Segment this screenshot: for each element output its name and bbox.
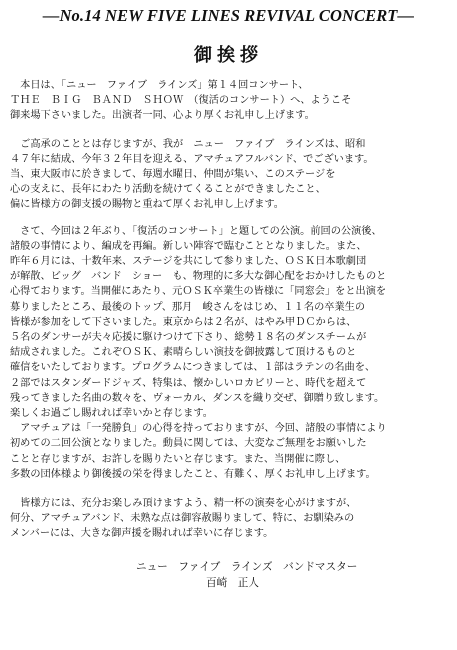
text-line: 本日は、「ニュー ファイブ ラインズ」第１４回コンサート、 <box>10 80 309 91</box>
text-line: 確信をいたしております。プログラムにつきましては、１部はラテンの名曲を、 <box>10 362 376 374</box>
text-line: メンバーには、大きな御声援を賜れれば幸いに存じます。 <box>10 528 274 540</box>
signature-role: ニュー ファイブ ラインズ バンドマスター <box>136 560 358 573</box>
text-line: 当、東大阪市に於きまして、毎週水曜日、仲間が集い、このステージを <box>10 169 336 181</box>
text-line: 心の支えに、長年にわたり活動を続けてくることができましたこと、 <box>10 184 326 196</box>
text-line: ことと存じますが、お許しを賜りたいと存じます。また、当開催に際し、 <box>10 453 346 465</box>
text-line: アマチュアは「一発勝負」の心得を持っておりますが、今回、諸般の事情により <box>10 423 387 435</box>
text-line: 皆様が参加をして下さいました。東京からは２名が、はやみ甲ＤＣからは、 <box>10 316 357 328</box>
text-line: 昨年６月には、十数年来、ステージを共にして参りました、ＯＳＫ日本歌劇団 <box>10 256 367 268</box>
text-line: 御来場下さいました。出演者一同、心より厚くお礼申し上げます。 <box>10 110 315 122</box>
greeting-body <box>10 78 447 542</box>
text-line: ４７年に結成、今年３２年目を迎える、アマチュアフルバンド、でございます。 <box>10 153 374 165</box>
text-line: 多数の団体様より御後援の栄を得ましたこと、有難く、厚くお礼申し上げます。 <box>10 468 376 480</box>
text-line: 結成されました。これぞＯＳＫ、素晴らしい演技を御披露して頂けるものと <box>10 347 357 359</box>
paragraph-closing <box>10 496 447 542</box>
signature-name: 百崎 正人 <box>206 576 259 589</box>
text-line: ２部ではスタンダードジャズ、特集は、懐かしいロカビリーと、時代を超えて <box>10 377 367 389</box>
text-line: 初めての二回公演となりました。動員に関しては、大変なご無理をお願いした <box>10 438 367 450</box>
text-line: ＴＨＥ ＢＩＧ ＢＡＮＤ ＳＨＯＷ （復活のコンサート）へ、ようこそ <box>10 95 352 107</box>
paragraph-history <box>10 137 447 213</box>
signature-block <box>10 559 447 591</box>
text-line: 残ってきました名曲の数々を、ヴォーカル、ダンスを織り交ぜ、御贈り致します。 <box>10 392 385 404</box>
paragraph-welcome <box>10 78 447 124</box>
text-line: さて、今回は２年ぶり、「復活のコンサート」と題しての公演。前回の公演後、 <box>10 225 382 237</box>
text-line: 募りましたところ、最後のトップ、那月 峻さんをはじめ、１１名の卒業生の <box>10 301 366 313</box>
text-line: ご高承のこととは存じますが、我が ニュー ファイブ ラインズは、昭和 <box>10 138 366 150</box>
text-line: 諸般の事情により、編成を再編。新しい陣容で臨むこととなりました。また、 <box>10 240 367 252</box>
text-line: 心得ております。当開催にあたり、元ＯＳＫ卒業生の皆様に「同窓会」をと出演を <box>10 286 387 298</box>
text-line: 皆様方には、充分お楽しみ頂けますよう、精一杯の演奏を心がけますが、 <box>10 498 357 510</box>
text-line: 偏に皆様方の御支援の賜物と重ねて厚くお礼申し上げます。 <box>10 199 284 211</box>
text-line: 何分、アマチュアバンド、未熟な点は御容赦賜りまして、特に、お馴染みの <box>10 513 355 525</box>
text-line: が解散、ビッグ バンド ショー も、物理的に多大な御心配をおかけしたものと <box>10 271 387 283</box>
text-line: 楽しくお過ごし賜れれば幸いかと存じます。 <box>10 408 213 420</box>
concert-banner: —No.14 NEW FIVE LINES REVIVAL CONCERT— <box>42 6 415 25</box>
paragraph-program <box>10 224 447 482</box>
greeting-title: 御挨拶 <box>194 45 263 66</box>
text-line: ５名のダンサーが夫々応援に駆けつけて下さり、総勢１８名のダンスチームが <box>10 332 367 344</box>
